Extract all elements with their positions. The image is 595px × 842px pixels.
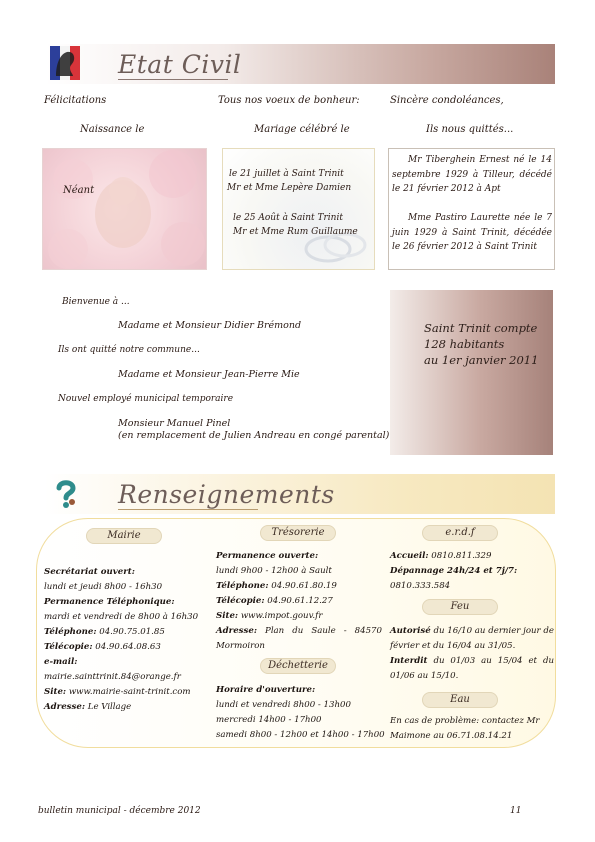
question-mark-icon xyxy=(52,478,80,510)
deces1-text: Mr Tiberghein Ernest né le 14 septembre 1929 à Tilleur, décédé le 21 février 2012 à Apt xyxy=(392,155,552,194)
mairie-perm-hours: mardi et vendredi de 8h00 à 16h30 xyxy=(44,612,199,622)
population-panel xyxy=(390,290,553,455)
erdf-accueil-label: Accueil: xyxy=(390,551,429,561)
mairie-tel-label: Téléphone: xyxy=(44,627,97,637)
condoleances-label: Sincère condoléances, xyxy=(390,95,504,106)
deces-box xyxy=(388,148,555,270)
renseignements-underline xyxy=(118,509,258,510)
dechetterie-line2: mercredi 14h00 - 17h00 xyxy=(216,715,322,725)
mairie-email[interactable]: mairie.sainttrinit.84@orange.fr xyxy=(44,672,181,682)
eau-info xyxy=(390,714,540,744)
tresorerie-tag: Trésorerie xyxy=(260,525,336,541)
tresorerie-fax: 04.90.61.12.27 xyxy=(267,596,333,606)
feu-interdit-label: Interdit xyxy=(390,656,428,666)
dechetterie-line1: lundi et vendredi 8h00 - 13h00 xyxy=(216,700,351,710)
erdf-info xyxy=(390,549,550,594)
welcome-label: Bienvenue à ... xyxy=(62,297,130,307)
naissance-box xyxy=(42,148,207,270)
feu-interdit: du 01/03 au 15/04 et du 01/06 au 15/10. xyxy=(390,656,554,681)
naissance-text: Néant xyxy=(63,185,95,196)
mairie-email-label: e-mail: xyxy=(44,657,78,667)
etat-civil-underline xyxy=(118,79,228,80)
population-line2: 128 habitants xyxy=(424,337,505,351)
mariage2-date: le 25 Août à Saint Trinit xyxy=(233,213,343,223)
mairie-info xyxy=(44,565,214,715)
mairie-fax: 04.90.64.08.63 xyxy=(95,642,161,652)
naissance-label: Naissance le xyxy=(80,124,145,135)
mariage1-names: Mr et Mme Lepère Damien xyxy=(227,183,352,193)
deces2-text: Mme Pastiro Laurette née le 7 juin 1929 à Saint Trinit, décédée le 26 février 2012 à Saint Trinit xyxy=(392,213,552,252)
employee-note: (en remplacement de Julien Andreau en congé parental) xyxy=(118,430,390,441)
mairie-secretariat-label: Secrétariat ouvert: xyxy=(44,567,135,577)
mairie-fax-label: Télécopie: xyxy=(44,642,93,652)
mariage1-date: le 21 juillet à Saint Trinit xyxy=(229,169,344,179)
mairie-site-label: Site: xyxy=(44,687,67,697)
renseignements-title: Renseignements xyxy=(118,480,335,509)
dechetterie-info xyxy=(216,683,386,743)
feu-autorise: du 16/10 au dernier jour de février et du 16/04 au 31/05. xyxy=(390,626,554,651)
left-label: Ils ont quitté notre commune... xyxy=(58,345,200,355)
mairie-perm-label: Permanence Téléphonique: xyxy=(44,597,175,607)
left-names: Madame et Monsieur Jean-Pierre Mie xyxy=(118,369,300,380)
tresorerie-fax-label: Télécopie: xyxy=(216,596,265,606)
voeux-label: Tous nos voeux de bonheur: xyxy=(218,95,360,106)
tresorerie-info xyxy=(216,549,382,654)
feu-autorise-label: Autorisé xyxy=(390,626,431,636)
mairie-tel: 04.90.75.01.85 xyxy=(99,627,165,637)
footer-page-number: 11 xyxy=(510,806,522,816)
tresorerie-perm-hours: lundi 9h00 - 12h00 à Sault xyxy=(216,566,332,576)
welcome-names: Madame et Monsieur Didier Brémond xyxy=(118,320,302,331)
erdf-depannage-label: Dépannage 24h/24 et 7j/7: xyxy=(390,566,518,576)
tresorerie-tel-label: Téléphone: xyxy=(216,581,269,591)
dechetterie-tag: Déchetterie xyxy=(260,658,336,674)
etat-civil-title: Etat Civil xyxy=(118,50,242,79)
mairie-site[interactable]: www.mairie-saint-trinit.com xyxy=(68,687,191,697)
eau-tag: Eau xyxy=(422,692,498,708)
deces-label: Ils nous quittés... xyxy=(426,124,514,135)
feu-info xyxy=(390,624,554,684)
feu-tag: Feu xyxy=(422,599,498,615)
eau-text: En cas de problème: contactez Mr Maimone au 06.71.08.14.21 xyxy=(390,716,540,741)
employee-label: Nouvel employé municipal temporaire xyxy=(58,394,234,404)
roses-decoration-icon xyxy=(43,149,208,271)
mariage-box xyxy=(222,148,375,270)
marianne-logo-icon xyxy=(50,46,80,80)
felicitations-label: Félicitations xyxy=(44,95,107,106)
dechetterie-horaire-label: Horaire d'ouverture: xyxy=(216,685,316,695)
mariage2-names: Mr et Mme Rum Guillaume xyxy=(233,227,358,237)
dechetterie-line3: samedi 8h00 - 12h00 et 14h00 - 17h00 xyxy=(216,730,385,740)
population-line1: Saint Trinit compte xyxy=(424,321,538,335)
tresorerie-site[interactable]: www.impot.gouv.fr xyxy=(240,611,323,621)
erdf-depannage: 0810.333.584 xyxy=(390,581,451,591)
tresorerie-tel: 04.90.61.80.19 xyxy=(271,581,337,591)
tresorerie-perm-label: Permanence ouverte: xyxy=(216,551,319,561)
mairie-adresse: Le Village xyxy=(87,702,132,712)
mairie-secretariat-hours: lundi et jeudi 8h00 - 16h30 xyxy=(44,582,163,592)
employee-name: Monsieur Manuel Pinel xyxy=(118,418,231,429)
erdf-accueil: 0810.811.329 xyxy=(431,551,492,561)
population-line3: au 1er janvier 2011 xyxy=(424,353,539,367)
tresorerie-adresse-label: Adresse: xyxy=(216,626,257,636)
tresorerie-site-label: Site: xyxy=(216,611,239,621)
mairie-adresse-label: Adresse: xyxy=(44,702,85,712)
mariage-label: Mariage célébré le xyxy=(254,124,350,135)
erdf-tag: e.r.d.f xyxy=(422,525,498,541)
mairie-tag: Mairie xyxy=(86,528,162,544)
footer-bulletin: bulletin municipal - décembre 2012 xyxy=(38,806,201,816)
tresorerie-adresse: Plan du Saule - 84570 Mormoiron xyxy=(216,626,382,651)
